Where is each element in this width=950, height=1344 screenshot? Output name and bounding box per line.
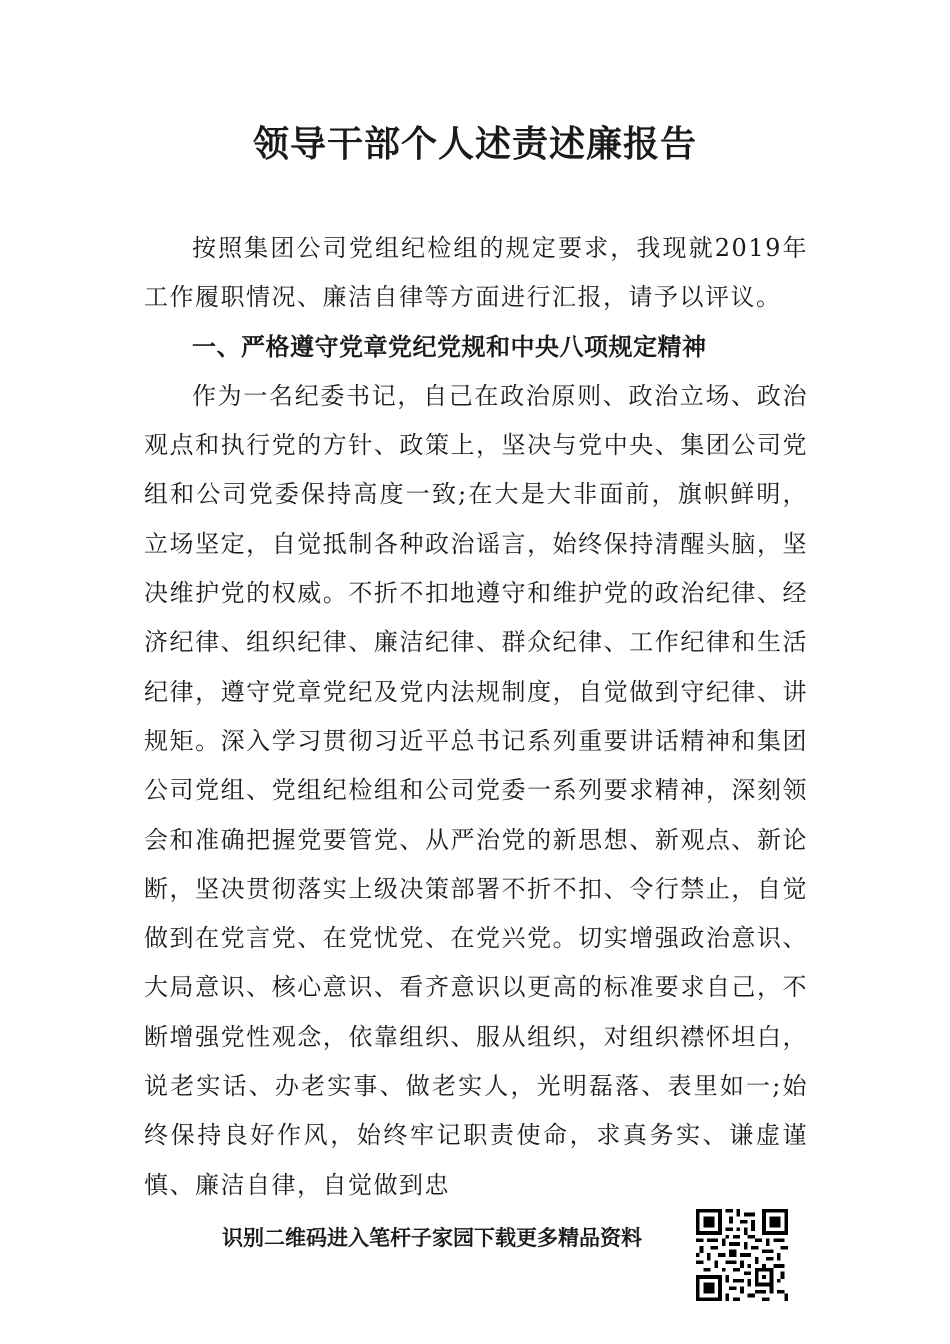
document-body [144,224,808,1210]
paragraph-section-1: 作为一名纪委书记，自己在政治原则、政治立场、政治观点和执行党的方针、政策上，坚决与党中央、集团公司党组和公司党委保持高度一致;在大是大非面前，旗帜鲜明，立场坚定，自觉抵制各种政治谣言，始终保持清醒头脑，坚决维护党的权威。不折不扣地遵守和维护党的政治纪律、经济纪律、组织纪律、廉洁纪律、群众纪律、工作纪律和生活纪律，遵守党章党纪及党内法规制度，自觉做到守纪律、讲规矩。深入学习贯彻习近平总书记系列重要讲话精神和集团公司党组、党组纪检组和公司党委一系列要求精神，深刻领会和准确把握党要管党、从严治党的新思想、新观点、新论断，坚决贯彻落实上级决策部署不折不扣、令行禁止，自觉做到在党言党、在党忧党、在党兴党。切实增强政治意识、大局意识、核心意识、看齐意识以更高的标准要求自己，不断增强党性观念，依靠组织、服从组织，对组织襟怀坦白，说老实话、办老实事、做老实人，光明磊落、表里如一;始终保持良好作风，始终牢记职责使命，求真务实、谦虚谨慎、廉洁自律，自觉做到忠 [144,381,808,1199]
footer-promo-text: 识别二维码进入笔杆子家园下载更多精品资料 [222,1226,642,1250]
section-heading: 一、严格遵守党章党纪党规和中央八项规定精神 [192,332,707,361]
document-title: 领导干部个人述责述廉报告 [252,123,697,165]
footer-banner [0,1205,950,1305]
paragraph-intro: 按照集团公司党组纪检组的规定要求，我现就2019年工作履职情况、廉洁自律等方面进行汇报，请予以评议。 [144,234,808,312]
qr-code-icon[interactable] [696,1209,788,1301]
